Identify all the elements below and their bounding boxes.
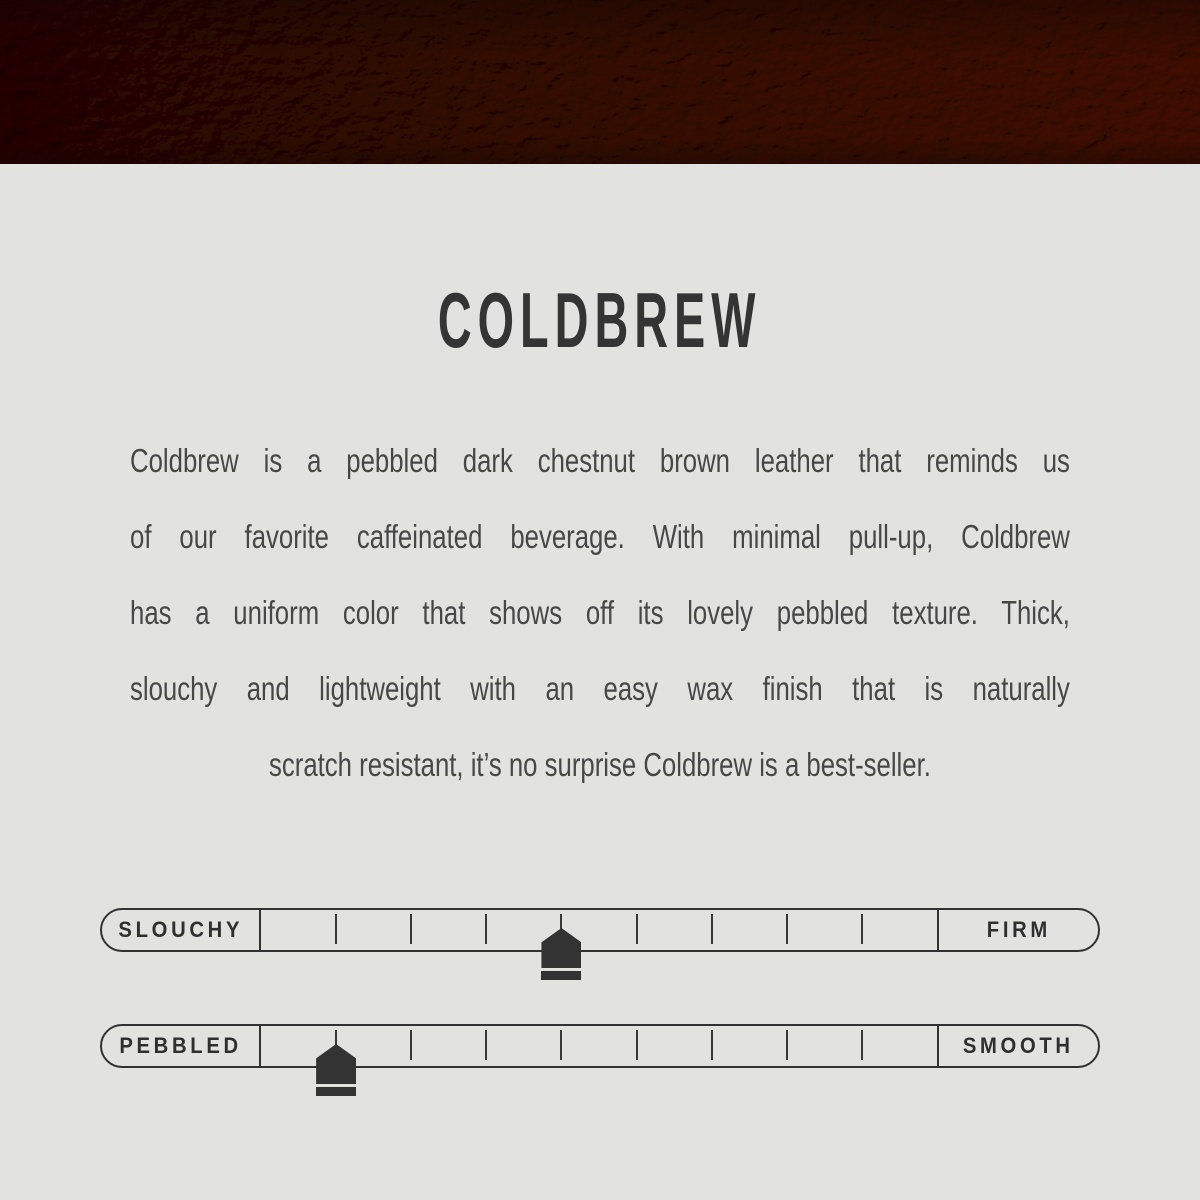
marker-base-icon xyxy=(316,1087,356,1096)
tick-mark xyxy=(786,914,788,944)
pebbled-smooth-scale xyxy=(100,1024,1100,1068)
tick-mark xyxy=(786,1030,788,1060)
leather-name: COLDBREW xyxy=(438,276,762,364)
tick-mark xyxy=(410,1030,412,1060)
tick-mark xyxy=(861,1030,863,1060)
scale-right-label: FIRM xyxy=(986,917,1051,942)
tick-mark xyxy=(410,914,412,944)
slider-marker xyxy=(541,928,581,980)
description-line: scratch resistant, it’s no surprise Coldbrew is a best-seller. xyxy=(269,746,931,783)
tick-mark xyxy=(485,914,487,944)
leather-description xyxy=(130,423,1070,803)
marker-pointer-icon xyxy=(541,928,581,968)
tick-mark xyxy=(711,1030,713,1060)
scale-right-label: SMOOTH xyxy=(963,1033,1074,1058)
page-title xyxy=(0,276,1200,382)
description-line: of our favorite caffeinated beverage. With minimal pull-up, Coldbrew xyxy=(130,518,1070,555)
tick-mark xyxy=(335,914,337,944)
tick-row xyxy=(102,1026,1098,1066)
tick-mark xyxy=(560,1030,562,1060)
marker-base-icon xyxy=(541,971,581,980)
marker-pointer-icon xyxy=(316,1044,356,1084)
tick-mark xyxy=(636,1030,638,1060)
tick-mark xyxy=(861,914,863,944)
slouchy-firm-scale xyxy=(100,908,1100,952)
slider-marker xyxy=(316,1044,356,1096)
leather-texture-image xyxy=(0,0,1200,164)
description-line: Coldbrew is a pebbled dark chestnut brown leather that reminds us xyxy=(130,442,1070,479)
tick-mark xyxy=(636,914,638,944)
description-line: has a uniform color that shows off its lovely pebbled texture. Thick, xyxy=(130,594,1070,631)
scale-left-label: PEBBLED xyxy=(119,1033,242,1058)
tick-mark xyxy=(711,914,713,944)
scale-left-label: SLOUCHY xyxy=(118,917,243,942)
description-line: slouchy and lightweight with an easy wax finish that is naturally xyxy=(130,670,1070,707)
tick-row xyxy=(102,910,1098,950)
tick-mark xyxy=(485,1030,487,1060)
